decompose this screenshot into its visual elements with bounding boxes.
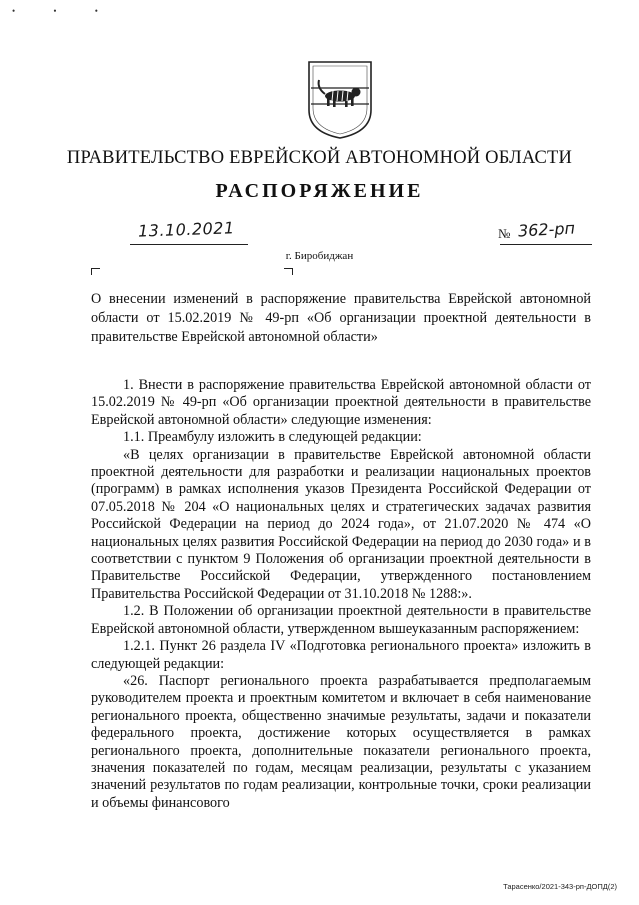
city-name: г. Биробиджан (285, 250, 354, 262)
subject-bracket-left (91, 268, 100, 275)
paragraph: 1.2.1. Пункт 26 раздела IV «Подготовка регионального проекта» изложить в следующей редакции: (91, 638, 591, 672)
number-handwritten: 362-рп (517, 218, 576, 241)
government-title: ПРАВИТЕЛЬСТВО ЕВРЕЙСКОЙ АВТОНОМНОЙ ОБЛАСТИ (66, 148, 573, 168)
paragraph: 1.2. В Положении об организации проектной деятельности в правительстве Еврейской автономной области, утвержденном вышеуказанным распоряжением: (91, 603, 591, 637)
date-field (130, 218, 248, 245)
date-handwritten: 13.10.2021 (137, 218, 235, 241)
number-field (498, 218, 592, 245)
paragraph: «26. Паспорт регионального проекта разрабатывается предполагаемым руководителем проекта и проектным комитетом и включает в себя наименование регионального проекта, общественно значимые результаты, задачи и показатели федерального проекта, достижение которых осуществляется в рамках регионального проекта, дополнительные показатели регионального проекта, значения показателей по годам, месяцам реализации, результаты с указанием значений результатов по годам реализации, контрольные точки, сроки реализации и объемы финансового (91, 672, 591, 811)
scan-marks: • • • (12, 6, 116, 16)
paragraph: «В целях организации в правительстве Еврейской автономной области проектной деятельности для разработки и реализации национальных проектов (программ) в рамках исполнения указов Президента Российской Федерации от 07.05.2018 № 204 «О национальных целях и стратегических задачах развития Российской Федерации на период до 2024 года», от 21.07.2020 № 474 «О национальных целях развития Российской Федерации на период до 2030 года» и в соответствии с пунктом 9 Положения об организации проектной деятельности в Правительстве Российской Федерации, утвержденного постановлением Правительства Российской Федерации от 31.10.2018 № 1288:». (91, 446, 591, 602)
footer-reference: Тарасенко/2021-343-рп-ДОПД(2) (503, 882, 617, 891)
paragraph: 1.1. Преамбулу изложить в следующей редакции: (123, 429, 422, 446)
number-sign: № (498, 226, 511, 241)
coat-of-arms-emblem (305, 58, 375, 140)
document-body (91, 377, 591, 812)
document-type-heading: РАСПОРЯЖЕНИЕ (215, 180, 424, 202)
paragraph: 1. Внести в распоряжение правительства Еврейской автономной области от 15.02.2019 № 49-рп «Об организации проектной деятельности в правительстве Еврейской автономной области» следующие изменения: (91, 377, 591, 428)
subject-bracket-right (284, 268, 293, 275)
document-subject: О внесении изменений в распоряжение правительства Еврейской автономной области от 15.02.2019 № 49-рп «Об организации проектной деятельности в правительстве Еврейской автономной области» (91, 291, 591, 345)
